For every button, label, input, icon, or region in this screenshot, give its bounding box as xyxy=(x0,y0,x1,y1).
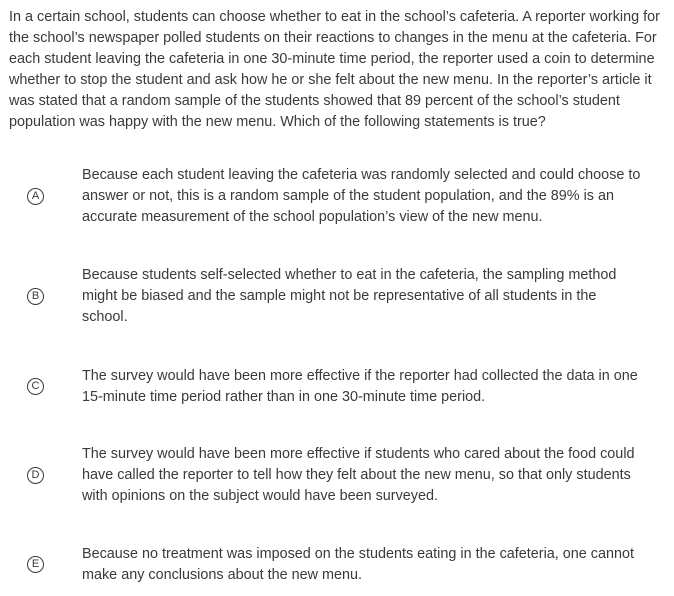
answer-choice-c[interactable] xyxy=(0,366,674,409)
choice-e-text: Because no treatment was imposed on the students eating in the cafeteria, one cannot make any conclusions about the new menu. xyxy=(82,546,634,583)
question-text: In a certain school, students can choose whether to eat in the school’s cafeteria. A reporter working for the school’s newspaper polled students on their reactions to changes in the menu at the cafeteria. For each student leaving the cafeteria in one 30-minute time period, the reporter used a coin to determine whether to stop the student and ask how he or she felt about the new menu. In the reporter’s article it was stated that a random sample of the students showed that 89 percent of the school’s student population was happy with the new menu. Which of the following statements is true? xyxy=(9,9,660,130)
choice-c-letter-circle[interactable]: C xyxy=(27,378,44,395)
choice-c-text: The survey would have been more effective if the reporter had collected the data in one 15-minute time period rather than in one 30-minute time period. xyxy=(82,368,638,405)
answer-choice-d[interactable] xyxy=(0,444,674,508)
answer-choice-a[interactable] xyxy=(0,165,674,229)
choice-d-letter-circle[interactable]: D xyxy=(27,467,44,484)
choice-e-letter-circle[interactable]: E xyxy=(27,556,44,573)
choice-b-text: Because students self-selected whether to eat in the cafeteria, the sampling method might be biased and the sample might not be representative of all students in the school. xyxy=(82,267,617,325)
choice-a-text: Because each student leaving the cafeteria was randomly selected and could choose to answer or not, this is a random sample of the student population, and the 89% is an accurate measurement of the school population’s view of the new menu. xyxy=(82,167,641,225)
answer-choice-e[interactable] xyxy=(0,544,674,587)
choice-d-text: The survey would have been more effective if students who cared about the food could have called the reporter to tell how they felt about the new menu, so that only students with opinions on the subject would have been surveyed. xyxy=(82,446,635,504)
answer-choice-b[interactable] xyxy=(0,265,674,329)
choice-b-letter-circle[interactable]: B xyxy=(27,288,44,305)
choice-a-letter-circle[interactable]: A xyxy=(27,188,44,205)
